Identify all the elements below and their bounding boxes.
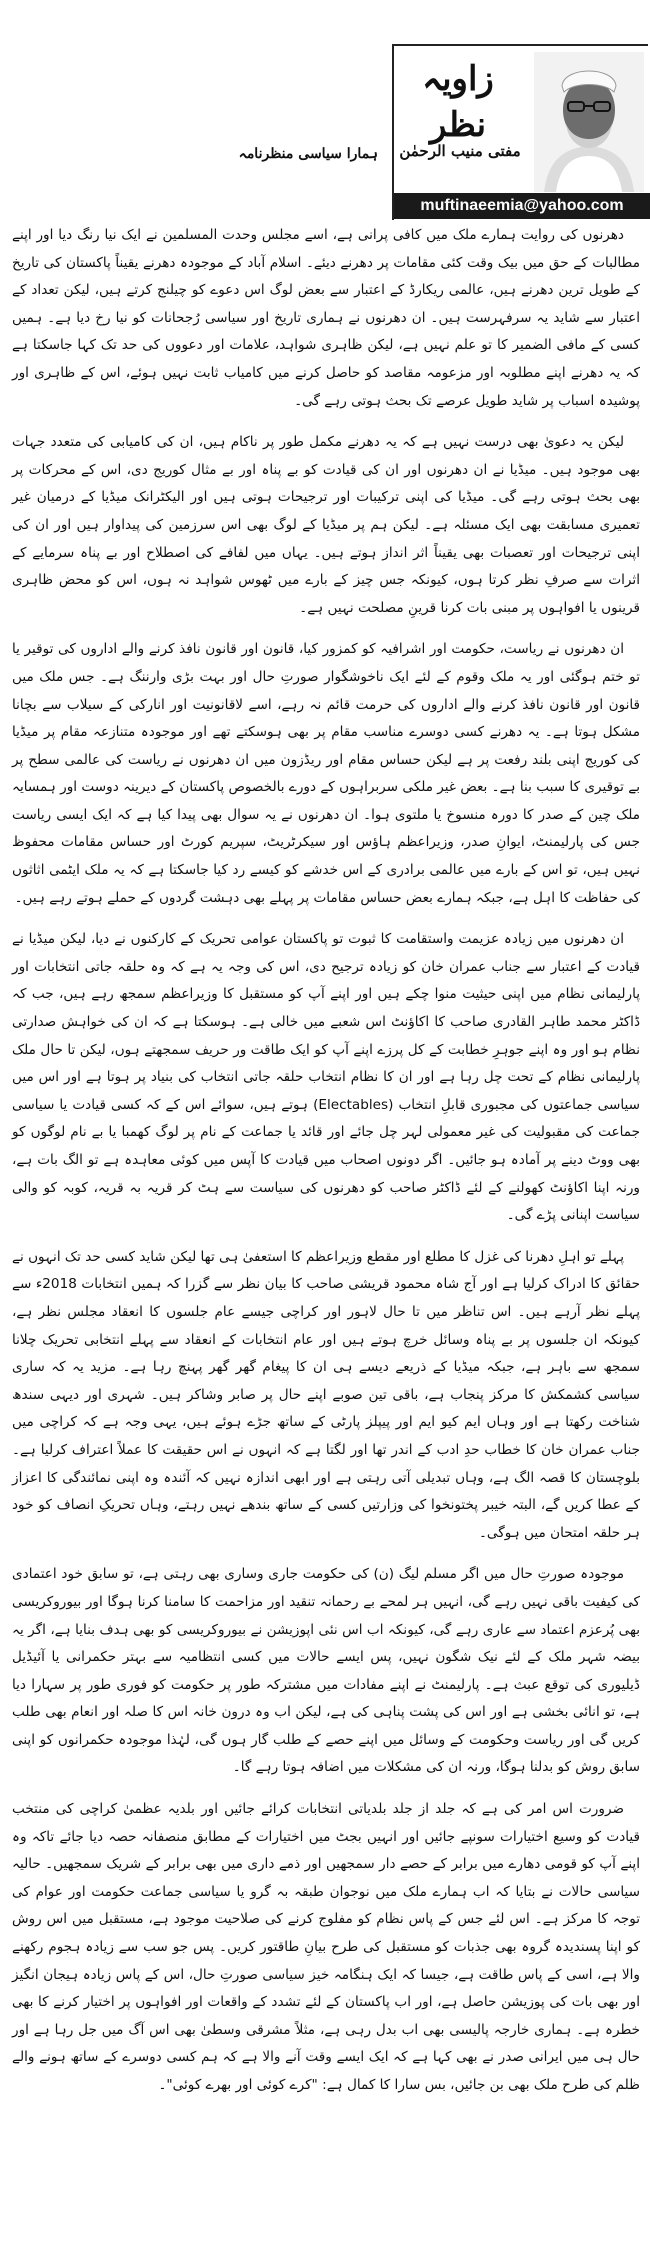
column-title: زاویہ نظر — [422, 59, 494, 145]
article-paragraph: ضرورت اس امر کی ہے کہ جلد از جلد بلدیاتی انتخابات کرائے جائیں اور بلدیہ عظمیٰ کراچی کی منتخب قیادت کو وسیع اختیارات سونپے جائیں اور انہیں بجٹ میں اختیارات کے مطابق منصفانہ حصہ دیا جائے تاکہ وہ اپنے آپ کو قومی دھارے میں برابر کے حصے دار سمجھیں اور ذمے داری میں بھی برابر کے شریک سمجھیں۔ حالیہ سیاسی حالات نے بتایا کہ اب ہمارے ملک میں نوجوان طبقہ بہ گرو یا سیاسی جماعت حکومت اور عوام کی توجہ کا مرکز ہے۔ اس لئے جس کے پاس نظام کو مفلوج کرنے کی صلاحیت موجود ہے، مستقبل میں اس روش کو اپنا پسندیدہ گروہ بھی جذبات کو مستقبل کی طرح بیانِ طاقتور کریں۔ پس جو سب سے زیادہ ہجوم رکھنے والا ہے، اسی کے پاس طاقت ہے، جیسا کہ ایک ہنگامہ خیز سیاسی صورتِ حال، اس کے پاس زیادہ ہیجان انگیز اور بھی بات کی پوزیشن حاصل ہے، اور اب پاکستان کے لئے تشدد کے واقعات اور افواہوں پر اختیار کرنے کا بھی خطرہ ہے۔ ہماری خارجہ پالیسی بھی اب بدل رہی ہے، مثلاً مشرقی وسطیٰ بھی اس آگ میں جل رہا ہے اور حال ہی میں ایرانی صدر نے بھی کہا ہے کہ ایک ایسے وقت آنے والا ہے کہ ہم کسی دوسرے کے ساتھ ہونے والے ظلم کی طرح ملک بھی بن جائیں، بس سارا کا کمال ہے: "کرے کوئی اور بھرے کوئی"۔ — [12, 1801, 640, 2093]
article-paragraph: لیکن یہ دعویٰ بھی درست نہیں ہے کہ یہ دھرنے مکمل طور پر ناکام ہیں، ان کی کامیابی کی متعدد جہات بھی موجود ہیں۔ میڈیا نے ان دھرنوں اور ان کی قیادت کو بے پناہ اور بے مثال کوریج دی، اس کے محرکات پر بھی بحث ہوتی رہے گی۔ میڈیا کی اپنی ترکیبات اور ترجیحات ہوتی ہیں اور الیکٹرانک میڈیا کے درمیان غیر تعمیری مسابقت بھی ایک مسئلہ ہے۔ لیکن ہم پر میڈیا کے لوگ بھی اس سرزمین کی پیداوار ہیں اور ان کی اپنی ترجیحات اور تعصبات بھی یقیناً اثر انداز ہوتے ہیں۔ یہاں میں لفافے کی اصطلاح اور بے پناہ سرمایے کے اثرات سے صرفِ نظر کرتا ہوں، کیونکہ جس چیز کے بارے میں ٹھوس شواہد نہ ہوں، اس کو محض ظاہری قرینوں یا افواہوں پر مبنی بات کرنا قرینِ مصلحت نہیں ہے۔ — [12, 434, 640, 616]
portrait-icon — [534, 52, 644, 192]
article-body — [12, 222, 640, 2114]
author-email[interactable]: muftinaeemia@yahoo.com — [394, 193, 650, 219]
author-name: مفتی منیب الرحمٰن — [399, 142, 521, 160]
column-title-band — [394, 56, 522, 145]
article-paragraph: ان دھرنوں میں زیادہ عزیمت واستقامت کا ثبوت تو پاکستان عوامی تحریک کے کارکنوں نے دیا، لیکن میڈیا نے قیادت کے اعتبار سے جناب عمران خان کو زیادہ ترجیح دی، اس کی وجہ یہ ہے کہ وہ حلقہ جاتی انتخابات اور پارلیمانی نظام میں اپنی حیثیت منوا چکے ہیں اور اپنے آپ کو مستقبل کا وزیراعظم سمجھ رہے ہیں، جب کہ ڈاکٹر محمد طاہر القادری صاحب کا اکاؤنٹ اس شعبے میں خالی ہے۔ ہوسکتا ہے کہ ان کی خواہش صدارتی نظام ہو اور وہ اپنے جوہرِ خطابت کے کل پرزے اپنے آپ کو ایک طاقت ور حریف سمجھتے ہوں، لیکن تا حال ملک پارلیمانی نظام کے تحت چل رہا ہے اور ان کا نظام انتخاب حلقہ جاتی انتخاب کی بنیاد پر ہوتا ہے اور اس میں سیاسی جماعتوں کی مجبوری قابلِ انتخاب (Electables) ہوتے ہیں، سوائے اس کے کہ کسی قیادت یا سیاسی جماعت کی مقبولیت کی غیر معمولی لہر چل جائے اور قائد یا جماعت کے نام پر لوگ کھمبا یا بے نام لوگوں کو بھی ووٹ دینے پر آمادہ ہو جائیں۔ اگر دونوں اصحاب میں قیادت کا آپس میں کوئی معاہدہ ہے تو الگ بات ہے، ورنہ اپنا اکاؤنٹ کھولنے کے لئے ڈاکٹر صاحب کو دھرنوں کی سیاست سے ہٹ کر قریہ بہ قریہ، کوبہ کو والی سیاست اپنانی پڑے گی۔ — [12, 931, 640, 1224]
article-paragraph: پہلے تو اہلِ دھرنا کی غزل کا مطلع اور مقطع وزیراعظم کا استعفیٰ ہی تھا لیکن شاید کسی حد تک انہوں نے حقائق کا ادراک کرلیا ہے اور آج شاہ محمود قریشی صاحب کا بیان نظر سے گزرا کہ ہمیں انتخابات 2018ء سے پہلے نظر آرہے ہیں۔ اس تناظر میں تا حال لاہور اور کراچی جیسے عام جلسوں کا انعقاد مجلس نظر ہے، کیونکہ ان جلسوں پر بے پناہ وسائل خرچ ہوتے ہیں اور عام انتخابات کے انعقاد سے پہلے انتخابی تحریک چلانا سمجھ سے باہر ہے، جبکہ میڈیا کے ذریعے دیسے ہی ان کا پیغام گھر گھر پہنچ رہا ہے۔ مزید یہ کہ ساری سیاسی کشمکش کا مرکز پنجاب ہے، باقی تین صوبے اپنے حال پر صابر وشاکر ہیں۔ شہری اور دیہی سندھ شناخت رکھتا ہے اور وہاں ایم کیو ایم اور پیپلز پارٹی کے ساتھ جڑے ہوئے ہیں، یہی وجہ ہے کہ کراچی میں جناب عمران خان کا خطاب حدِ ادب کے اندر تھا اور لگتا ہے کہ انہوں نے اس حقیقت کا عملاً اعتراف کرلیا ہے۔ بلوچستان کا قصہ الگ ہے، وہاں تبدیلی آتی رہتی ہے اور ابھی اندازہ نہیں کہ آئندہ وہ اپنی نمائندگی کا اعزاز کے عطا کریں گے، البتہ خیبر پختونخوا کی وزارتیں کسی کے ساتھ بندھے نہیں رہتے، وہاں تحریکِ انصاف کو خود ہر حلقہ امتحان میں ہوگی۔ — [12, 1248, 640, 1541]
author-portrait — [534, 52, 644, 192]
article-paragraph: ان دھرنوں نے ریاست، حکومت اور اشرافیہ کو کمزور کیا، قانون اور قانون نافذ کرنے والے اداروں کی توقیر یا تو ختم ہوگئی اور یہ ملک وقوم کے لئے ایک ناخوشگوار صورتِ حال اور بہت بڑی وارننگ ہے۔ جس ملک میں قانون اور قانون نافذ کرنے والے اداروں کی حرمت قائم نہ رہے، اسے لاقانونیت اور انارکی کے سیلاب سے بچانا مشکل ہوتا ہے۔ یہ دھرنے کسی دوسرے مناسب مقام پر بھی ہوسکتے تھے اور موجودہ متنازعہ مقام پر میڈیا کی کوریج اپنی بلند رفعت پر ہے لیکن حساس مقام اور ریڈزون میں ان دھرنوں نے ریاست کی عالمی سطح پر بے توقیری کا سبب بنا ہے۔ بعض غیر ملکی سربراہوں کے دورے بالخصوص پاکستان کے دیرینہ دوست اور ہمسایہ ملک چین کے صدر کا دورہ منسوخ یا ملتوی ہوا۔ ان دھرنوں نے یہ سوال بھی پیدا کیا ہے کہ ایک ایسی ریاست جس کی پارلیمنٹ، ایوانِ صدر، وزیراعظم ہاؤس اور سیکرٹریٹ، سپریم کورٹ اور حساس مقامات محفوظ نہیں ہیں، تو اس کے بارے میں عالمی برادری کے اس خدشے کو کیسے رد کیا جاسکتا ہے کہ یہ ملک ایٹمی اثاثوں کی حفاظت کا اہل ہے، جبکہ ہمارے بعض حساس مقامات پر پہلے بھی دہشت گردوں کے حملے ہوتے رہے ہیں۔ — [12, 641, 640, 906]
article-paragraph: دھرنوں کی روایت ہمارے ملک میں کافی پرانی ہے، اسے مجلس وحدت المسلمین نے ایک نیا رنگ دیا اور اپنے مطالبات کے حق میں بیک وقت کئی مقامات پر دھرنے دیئے۔ اسلام آباد کے موجودہ دھرنے یقیناً پاکستان کی تاریخ کے طویل ترین دھرنے ہیں، عالمی ریکارڈ کے اعتبار سے بعض لوگ اس دعوے کو چیلنج کرتے ہیں، لیکن تعداد کے اعتبار سے شاید یہ سرفہرست ہیں۔ ان دھرنوں نے ہماری تاریخ اور سیاسی رُجحانات کو نیا رخ دیا ہے۔ ہمیں کسی کے مافی الضمیر کا تو علم نہیں ہے، لیکن ظاہری شواہد، علامات اور دعووں کی حد تک کہا جاسکتا ہے کہ یہ دھرنے اپنے مطلوبہ اور مزعومہ مقاصد کو حاصل کرنے میں کامیاب ثابت نہیں ہوئے، اس کے ظاہری اور پوشیدہ اسباب پر شاید طویل عرصے تک بحث ہوتی رہے گی۔ — [12, 227, 640, 409]
article-title: ہمارا سیاسی منظرنامہ — [238, 146, 378, 162]
article-paragraph: موجودہ صورتِ حال میں اگر مسلم لیگ (ن) کی حکومت جاری وساری بھی رہتی ہے، تو سابق خود اعتمادی کی کیفیت باقی نہیں رہے گی، انہیں ہر لمحے بے رحمانہ تنقید اور مزاحمت کا سامنا کرنا ہوگا اور بیوروکریسی بھی پُرعزم اعتماد سے عاری رہے گی، کیونکہ اب اس نئی اپوزیشن نے بیوروکریسی کو بھی ہدف بنایا ہے، اگر یہ بیضہ شہر ملک کے لئے نیک شگون نہیں، پس ایسے حالات میں کسی انتظامیہ سے بہتر حکمرانی یا آئیڈیل ڈیلیوری کی توقع عبث ہے۔ پارلیمنٹ نے اپنے مفادات میں مشترکہ طور پر حکومت کو فوری طور پر سہارا دیا ہے، تو انائی بخشی ہے اور اس کی پشت پناہی کی ہے، لیکن اب وہ درون خانہ اس کا صلہ اور انعام بھی طلب کریں گی اور ریاست وحکومت کے وسائل میں اپنے حصے کے طلب گار ہوں گی، لہٰذا موجودہ حکمرانوں کو اپنی سابق روش کو بدلنا ہوگا، ورنہ ان کی مشکلات میں اضافہ ہوتا رہے گا۔ — [12, 1566, 640, 1776]
column-header — [392, 44, 648, 220]
